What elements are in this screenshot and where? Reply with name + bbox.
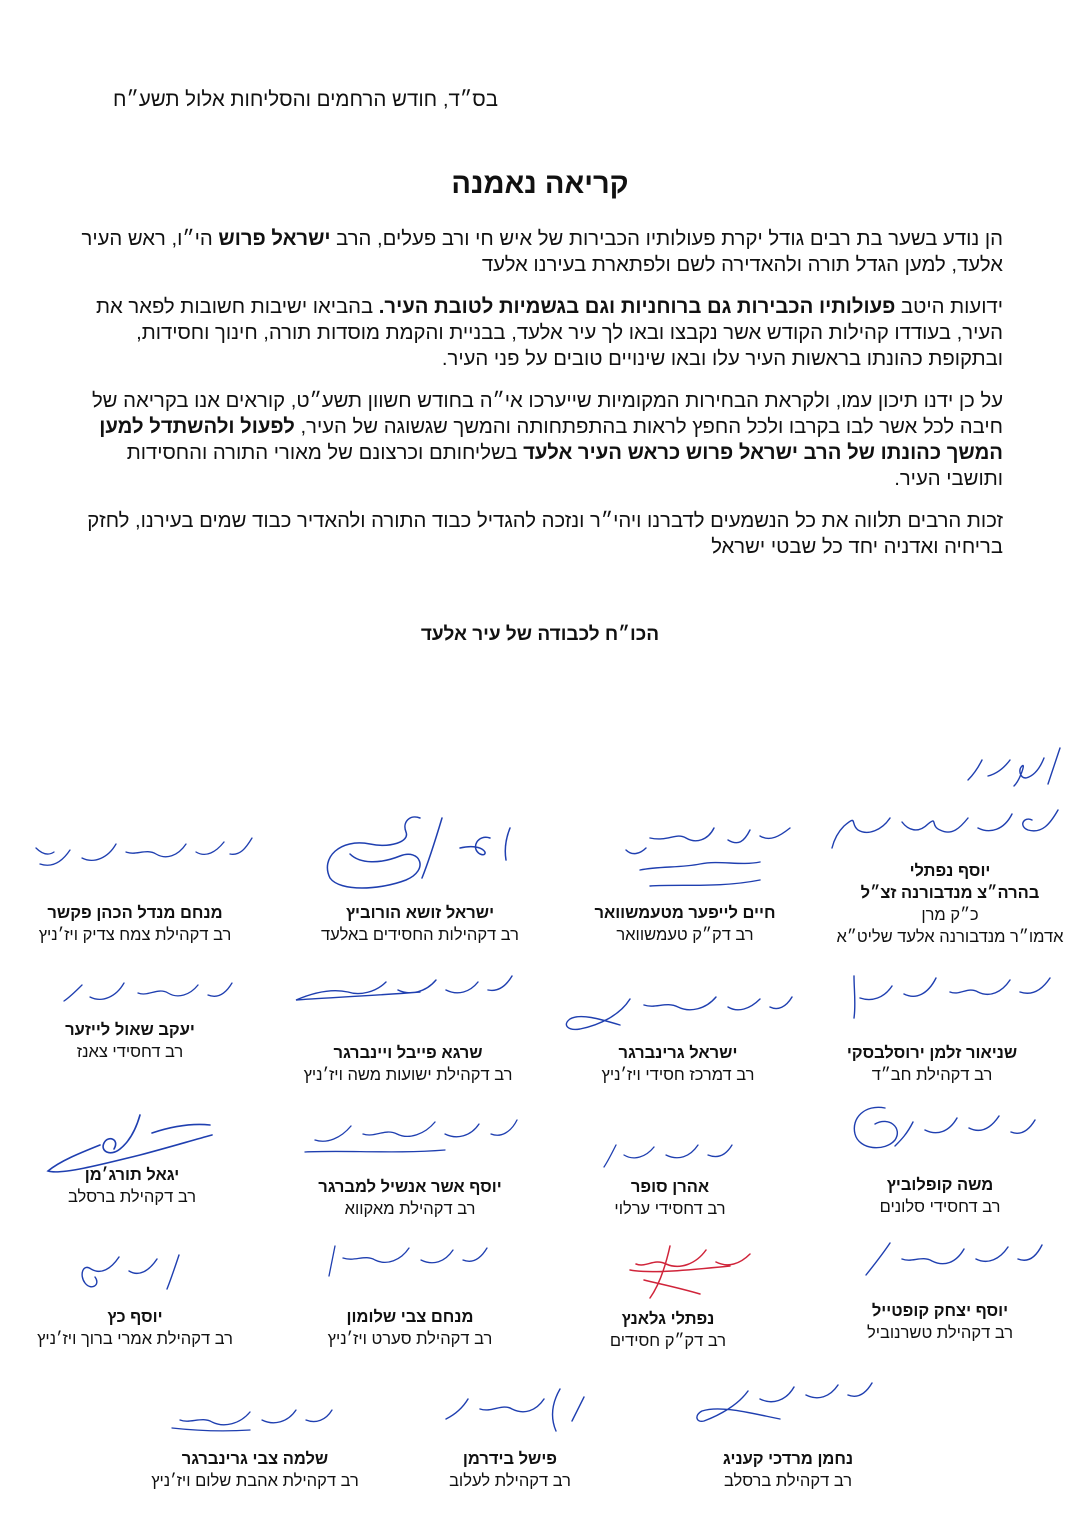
- signature-scribble: [75, 1245, 185, 1300]
- signature-scribble: [290, 970, 520, 1015]
- signatory-block: שניאור זלמן ירוסלבסקי רב דקהילת חב״ד: [846, 1044, 1018, 1084]
- signature-scribble: [600, 1135, 740, 1175]
- letter-body: [80, 226, 1003, 576]
- signature-scribble: [840, 968, 1060, 1028]
- date-line: בס״ד, חודש הרחמים והסליחות אלול תשע״ח: [112, 88, 498, 111]
- signature-scribble: [60, 975, 240, 1015]
- signature-scribble: [860, 1235, 1050, 1290]
- page-title: קריאה נאמנה: [451, 168, 629, 200]
- signature-scribble: [325, 1238, 495, 1283]
- paragraph-2: ידועות היטב פעולותיו הכבירות גם ברוחניות וגם בגשמיות לטובת העיר. בהביאו ישיבות חשובות לפאר את העיר, בעודדו קהילות הקודש אשר נקבצו ובאו לך עיר אלעד, בבניית והקמת מוסדות תורה, חינוך וחסידות, ובתקופת כהונתו בראשות העיר עלו ובאו שינויים טובים על פני העיר.: [96, 296, 1003, 370]
- signature-scribble: [440, 1385, 590, 1440]
- signatory-block: מנחם מנדל הכהן פקשר רב דקהילת צמח צדיק ויז׳ניץ: [38, 904, 232, 944]
- signatory-block: נפתלי גלאנץ רב דק״ק חסידים: [609, 1310, 727, 1350]
- signatory-block: נחמן מרדכי קעניג רב דקהילת ברסלב: [722, 1450, 854, 1490]
- signatory-block: שלמה צבי גרינברגר רב דקהילת אהבת שלום ויז׳ניץ: [151, 1450, 359, 1490]
- signature-scribble: [610, 1240, 760, 1305]
- signature-scribble: [845, 1100, 1045, 1170]
- signatory-block: ישראל זושא הורוביץ רב דקהילות החסידים באלעד: [321, 904, 519, 944]
- signatory-block: יוסף יצחק קופטייל רב דקהילת טשרנוביל: [866, 1302, 1014, 1342]
- signature-scribble: [285, 1112, 525, 1172]
- signature-scribble: [690, 1375, 880, 1440]
- paragraph-1: הן נודע בשער בת רבים גודל יקרת פעולותיו הכבירות של איש חי ורב פעלים, הרב ישראל פרוש הי״ו, ראש העיר אלעד, למען הגדל תורה ולהאדירה לשם ולפתארת בעירנו אלעד: [81, 228, 1003, 276]
- signatory-block: יוסף נפתלי בהרה״צ מנדבורנה זצ״ל כ״ק מרן אדמו״ר מנדבורנה אלעד שליט״א: [836, 862, 1064, 946]
- signature-scribble: [828, 800, 1068, 860]
- signatory-block: יוסף כץ רב דקהילת אמרי ברוך ויז׳ניץ: [37, 1308, 233, 1348]
- signatory-block: שרגא פייבל ויינברגר רב דקהילת ישועות משה ויז׳ניץ: [303, 1044, 513, 1084]
- signature-scribble: [160, 1400, 340, 1445]
- paragraph-4: זכות הרבים תלווה את כל הנשמעים לדברנו ויהי״ר ונזכה להגדיל כבוד התורה ולהאדיר כבוד שמים בעירנו, לחזק בריחיה ואדניה יחד כל שבטי ישראל: [87, 510, 1003, 558]
- signatory-block: חיים לייפער מטעמשוואר רב דק״ק טעמשוואר: [594, 904, 776, 944]
- signature-scribble: [310, 808, 520, 898]
- paragraph-3: על כן ידנו תיכון עמו, ולקראת הבחירות המקומיות שייערכו אי״ה בחודש חשוון תשע״ט, קוראים אנו בקריאה של חיבה לכל אשר לבו בקרבו ולכל החפץ לראות בהתפתחותה והמשך שגשוגה של העיר, לפעול ולהשתדל למען המשך כהונתו של הרב ישראל פרוש כראש העיר אלעד בשליחותם וכרצונם של מאורי התורה והחסידות ותושבי העיר.: [91, 390, 1003, 490]
- signature-scribble: [560, 985, 800, 1045]
- signatory-block: יוסף אשר אנשיל למברגר רב דקהילת מאקווא: [318, 1178, 502, 1218]
- signatory-block: פישל בידרמן רב דקהילת לעלוב: [449, 1450, 571, 1490]
- signatory-block: יעקב שאול לייזער רב דחסידי צאנז: [65, 1021, 195, 1061]
- signatory-block: משה קופלוביץ רב דחסידי סלונים: [879, 1176, 1001, 1216]
- signature-scribble: [30, 830, 260, 885]
- signatory-block: אהרן סופר רב דחסידי ערלוי: [614, 1178, 726, 1218]
- signature-scribble: [610, 820, 800, 900]
- signatory-block: מנחם צבי שלומון רב דקהילת סערט ויז׳ניץ: [327, 1308, 493, 1348]
- signatory-block: ישראל גרינברגר רב דמרכז חסידי ויז׳ניץ: [601, 1044, 755, 1084]
- closing-line: הכו״ח לכבודה של עיר אלעד: [420, 624, 660, 645]
- signatory-block: יגאל תורג׳מן רב דקהילת ברסלב: [67, 1166, 197, 1206]
